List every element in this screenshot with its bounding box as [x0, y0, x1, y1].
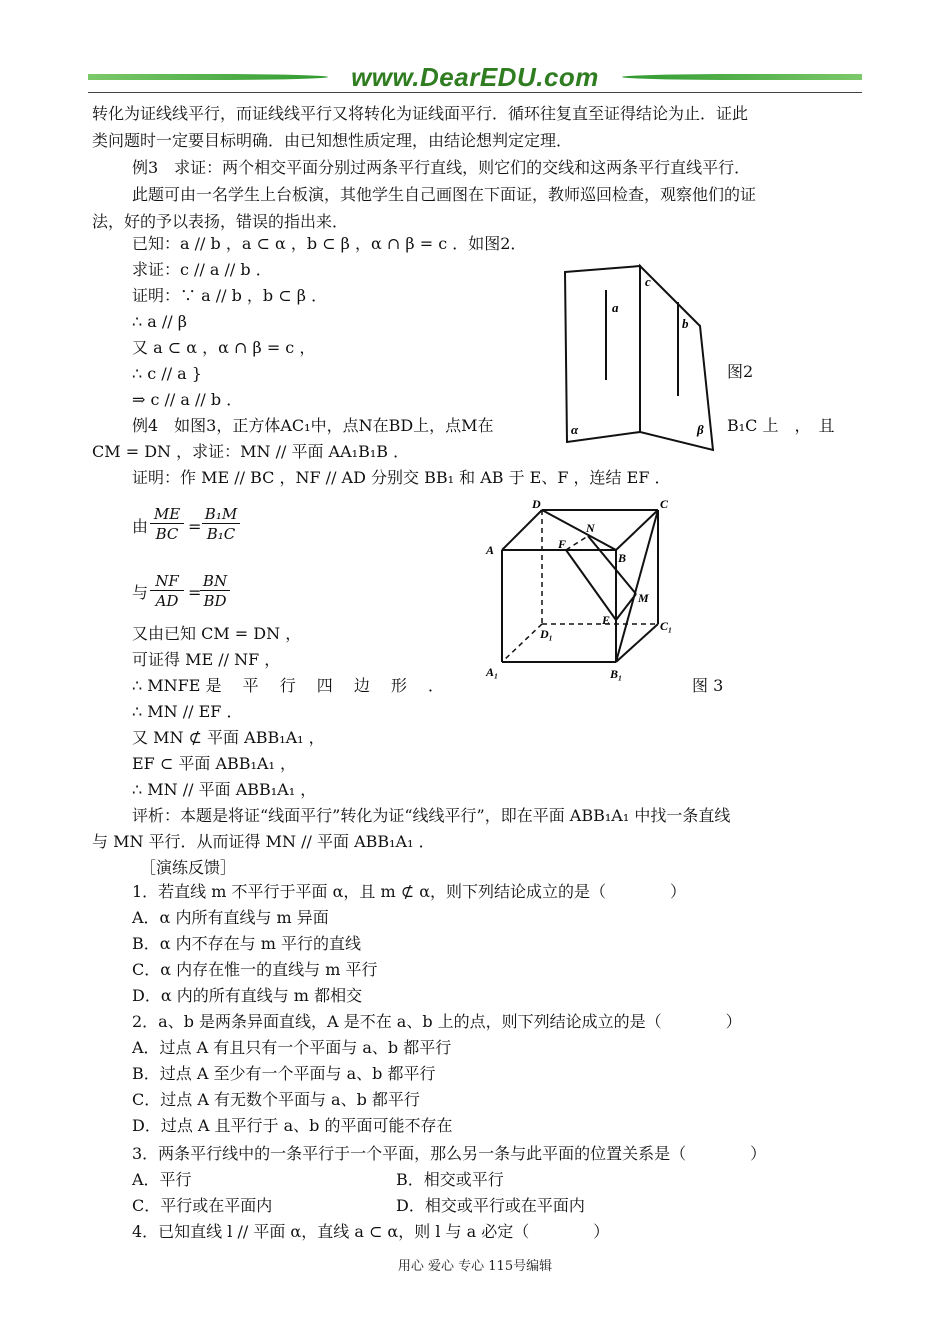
equals-sign: = [188, 583, 202, 602]
text-line: 又由已知 CM = DN ， [132, 624, 302, 643]
page-header [88, 62, 862, 98]
text-line: B．过点 A 至少有一个平面与 a、b 都平行 [132, 1064, 436, 1083]
site-logo: www.DearEDU.com [351, 62, 599, 92]
vertex-label-A1: A₁ [486, 665, 499, 679]
label-alpha: α [571, 422, 579, 437]
text-line: 法，好的予以表扬，错误的指出来． [92, 212, 349, 231]
point-label-N: N [586, 521, 595, 535]
fraction-denominator: AD [155, 592, 179, 610]
text-line: 图 3 [692, 676, 724, 695]
text-line: ∴ c // a } [132, 364, 202, 383]
fraction-denominator: BD [203, 592, 227, 610]
fraction-numerator: NF [150, 572, 184, 591]
vertex-label-C1: C₁ [660, 619, 673, 633]
label-b: b [682, 316, 689, 331]
text-line: A．过点 A 有且只有一个平面与 a、b 都平行 [132, 1038, 452, 1057]
fraction-nf-ad [150, 572, 184, 610]
fraction-numerator: ME [150, 505, 184, 524]
text-line: D．α 内的所有直线与 m 都相交 [132, 986, 363, 1005]
text-line: C．平行或在平面内 [132, 1196, 273, 1215]
text-line: 3．两条平行线中的一条平行于一个平面，那么另一条与此平面的位置关系是（ ） [132, 1144, 767, 1163]
fraction-me-bc [150, 505, 184, 543]
figure-2-intersecting-planes [555, 262, 725, 452]
text-line: C．过点 A 有无数个平面与 a、b 都平行 [132, 1090, 420, 1109]
text-line: D．过点 A 且平行于 a、b 的平面可能不存在 [132, 1116, 453, 1135]
text-line: 2．a、b 是两条异面直线，A 是不在 a、b 上的点，则下列结论成立的是（ ） [132, 1012, 742, 1031]
vertex-label-A: A [486, 543, 495, 557]
page-footer: 用心 爱心 专心 115号编辑 [397, 1259, 553, 1274]
text-line: 类问题时一定要目标明确．由已知想性质定理，由结论想判定定理． [92, 131, 573, 150]
text-line: 此题可由一名学生上台板演，其他学生自己画图在下面证，教师巡回检查，观察他们的证 [132, 185, 757, 204]
label-beta: β [697, 422, 704, 437]
text-line: ∴ MN // EF ． [132, 702, 243, 721]
text-line: B₁C 上 ， 且 [727, 416, 835, 435]
fraction-numerator: B₁M [202, 505, 240, 524]
text-line: 4．已知直线 l // 平面 α，直线 a ⊂ α，则 l 与 a 必定（ ） [132, 1222, 610, 1241]
point-label-M: M [638, 591, 649, 605]
text-line: C．α 内存在惟一的直线与 m 平行 [132, 960, 378, 979]
text-line: ⇒ c // a // b ． [132, 390, 243, 409]
text-line: 求证：c // a // b ． [132, 260, 272, 279]
text-line: ∴ a // β [132, 312, 188, 331]
header-swoosh-left [88, 74, 328, 80]
equals-sign: = [188, 517, 202, 536]
text-line: 转化为证线线平行，而证线线平行又将转化为证线面平行．循环往复直至证得结论为止．证此 [92, 104, 749, 123]
header-rule [88, 92, 862, 93]
text-line: ［演练反馈］ [140, 858, 237, 877]
text-line: CM = DN ，求证：MN // 平面 AA₁B₁B ． [92, 442, 410, 461]
text-line: 例3 求证：两个相交平面分别过两条平行直线，则它们的交线和这两条平行直线平行． [132, 158, 751, 177]
text-line: 证明：作 ME // BC ，NF // AD 分别交 BB₁ 和 AB 于 E、F ，连结 EF ． [132, 468, 671, 487]
text-line: 已知：a // b ，a ⊂ α ，b ⊂ β ，α ∩ β = c ．如图2． [132, 234, 527, 253]
text-line: EF ⊂ 平面 ABB₁A₁ ， [132, 754, 296, 773]
text-line: D．相交或平行或在平面内 [396, 1196, 585, 1215]
text-line: 又 a ⊂ α ，α ∩ β = c ， [132, 338, 316, 357]
vertex-label-B1: B₁ [610, 667, 623, 681]
header-swoosh-right [622, 74, 862, 80]
text-line: 评析：本题是将证“线面平行”转化为证“线线平行”，即在平面 ABB₁A₁ 中找一条直线 [132, 806, 731, 825]
you-word: 由 [132, 517, 149, 536]
vertex-label-D: D [532, 497, 541, 511]
text-line: A．α 内所有直线与 m 异面 [132, 908, 329, 927]
text-line: A．平行 [132, 1170, 192, 1189]
text-line: B．相交或平行 [396, 1170, 504, 1189]
text-line: 1．若直线 m 不平行于平面 α，且 m ⊄ α，则下列结论成立的是（ ） [132, 882, 687, 901]
text-line: 例4 如图3，正方体AC₁中，点N在BD上，点M在 [132, 416, 494, 435]
text-line: 与 MN 平行．从而证得 MN // 平面 ABB₁A₁ ． [92, 832, 435, 851]
text-line: 可证得 ME // NF ， [132, 650, 281, 669]
figure-2-caption: 图2 [727, 362, 754, 381]
fraction-denominator: B₁C [206, 525, 236, 543]
text-line: ∴ MN // 平面 ABB₁A₁ ， [132, 780, 317, 799]
vertex-label-B: B [618, 551, 627, 565]
text-line: 证明：∵ a // b ，b ⊂ β ． [132, 286, 328, 305]
fraction-denominator: BC [155, 525, 179, 543]
label-a: a [612, 300, 619, 315]
label-c: c [645, 274, 651, 289]
vertex-label-D1: D₁ [540, 627, 553, 641]
text-line: 又 MN ⊄ 平面 ABB₁A₁ ， [132, 728, 325, 747]
fraction-b1m-b1c [202, 505, 240, 543]
point-label-F: F [558, 537, 567, 551]
point-label-E: E [602, 613, 611, 627]
text-line: B．α 内不存在与 m 平行的直线 [132, 934, 361, 953]
text-line: ∴ MNFE 是 平 行 四 边 形 ． [132, 676, 445, 695]
fraction-numerator: BN [200, 572, 230, 591]
plane-alpha [565, 266, 640, 442]
yu-word: 与 [132, 583, 149, 602]
vertex-label-C: C [660, 497, 669, 511]
figure-3-cube [482, 490, 682, 686]
fraction-bn-bd [200, 572, 230, 610]
